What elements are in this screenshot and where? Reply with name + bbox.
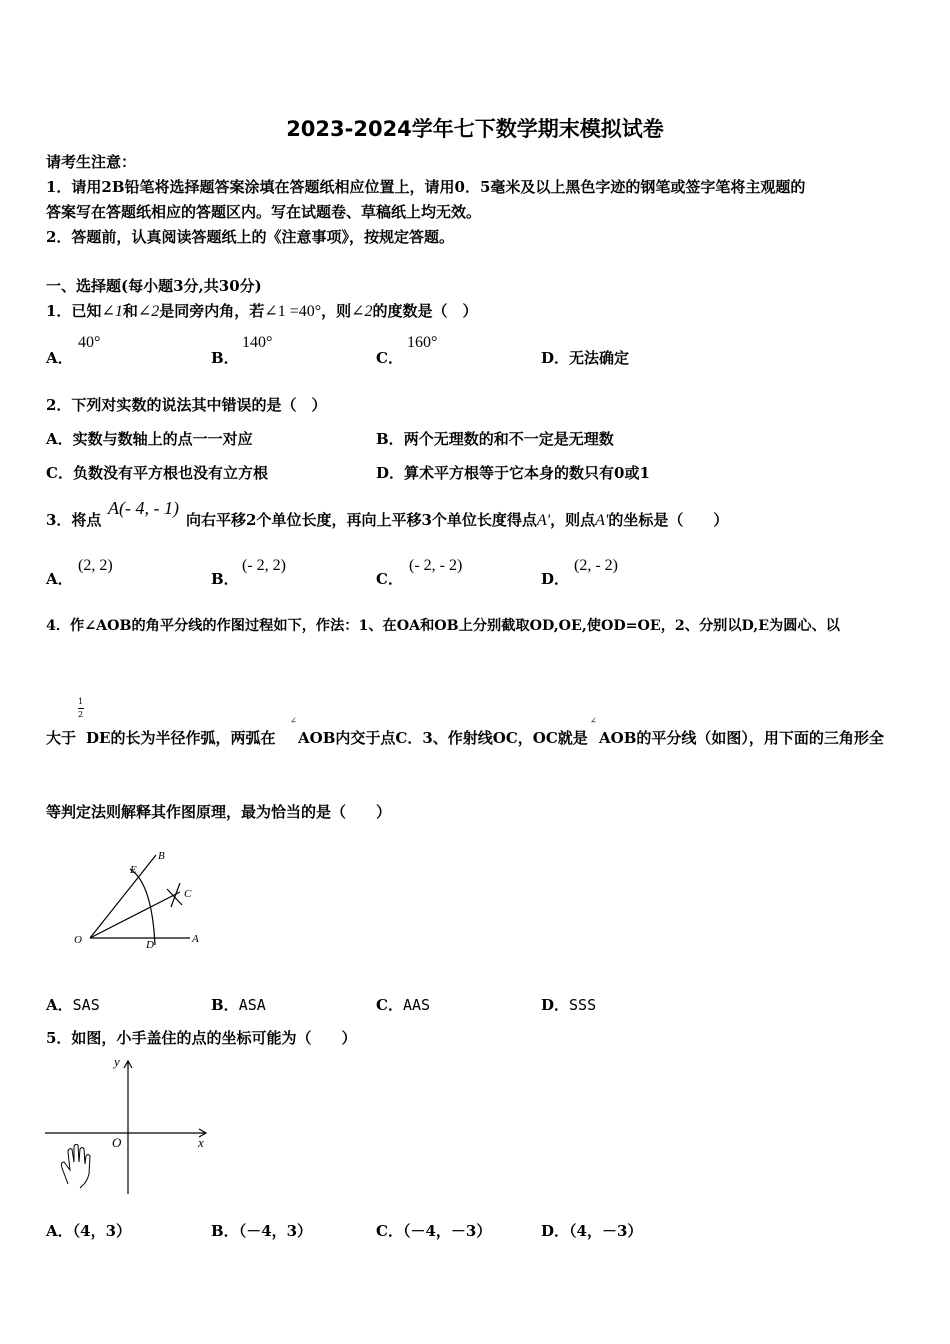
label-c: C — [184, 888, 192, 900]
q1-option-c-letter: C． — [376, 349, 403, 367]
q5-option-c: C．（－4，－3） — [376, 1222, 492, 1240]
q4-line-2-start: 大于 — [46, 729, 77, 747]
q4-line-2-mid: DE的长为半径作弧，两弧在 — [86, 729, 276, 747]
q1-option-a-value: 40° — [78, 334, 101, 351]
notice-line-1b: 答案写在答题纸相应的答题区内。写在试题卷、草稿纸上均无效。 — [46, 203, 482, 221]
q4-fraction-denominator: 2 — [78, 710, 84, 719]
label-d: D — [146, 939, 154, 951]
q3-option-c-value: (- 2, - 2) — [409, 557, 463, 574]
q4-line-3: 等判定法则解释其作图原理，最为恰当的是（ ） — [46, 803, 392, 821]
angle-bisector-figure — [60, 845, 220, 955]
q4-line-1: 4．作∠AOB的角平分线的作图过程如下，作法：1、在OA和OB上分别截取OD,OE,使OD=OE，2、分别以D,E为圆心、以 — [46, 618, 840, 634]
q4-angle-symbol-2: ∠ — [590, 716, 597, 725]
coordinate-figure — [40, 1052, 215, 1202]
label-b: B — [158, 850, 165, 862]
notice-line-2: 2．答题前，认真阅读答题纸上的《注意事项》，按规定答题。 — [46, 228, 454, 246]
label-a: A — [192, 933, 199, 945]
q1-option-a-letter: A． — [46, 349, 73, 367]
page-title: 2023-2024学年七下数学期末模拟试卷 — [286, 117, 664, 141]
label-x: x — [198, 1135, 204, 1150]
q3-stem-rest: 向右平移2个单位长度，再向上平移3个单位长度得点A'，则点A'的坐标是（ ） — [186, 511, 729, 529]
ray-ob — [90, 855, 156, 938]
q3-option-d-letter: D． — [541, 570, 570, 588]
q2-option-d: D．算术平方根等于它本身的数只有0或1 — [376, 464, 650, 482]
label-e: E — [130, 864, 137, 876]
label-y: y — [114, 1054, 120, 1069]
q4-line-2-cont: AOB内交于点C．3、作射线OC，OC就是 — [298, 729, 588, 747]
q2-option-a: A．实数与数轴上的点一一对应 — [46, 430, 253, 448]
q4-line-2-end: AOB的平分线（如图），用下面的三角形全 — [599, 729, 884, 747]
q1-option-b-value: 140° — [242, 334, 273, 351]
q5-option-a: A．（4，3） — [46, 1222, 132, 1240]
q3-option-b-letter: B． — [211, 570, 239, 588]
q4-option-c: C．AAS — [376, 996, 431, 1014]
q4-option-a: A．SAS — [46, 996, 100, 1014]
section-heading: 一、选择题(每小题3分,共30分) — [46, 277, 262, 295]
q4-option-d: D．SSS — [541, 996, 597, 1014]
q4-fraction-bar — [78, 708, 84, 709]
q3-option-d-value: (2, - 2) — [574, 557, 618, 574]
notice-heading: 请考生注意： — [46, 153, 137, 171]
q5-stem: 5．如图，小手盖住的点的坐标可能为（ ） — [46, 1029, 357, 1047]
q1-option-c-value: 160° — [407, 334, 438, 351]
q5-option-b: B．（－4，3） — [211, 1222, 313, 1240]
q3-point-a: A(- 4, - 1) — [108, 498, 179, 518]
q4-option-b: B．ASA — [211, 996, 266, 1014]
q2-stem: 2．下列对实数的说法其中错误的是（ ） — [46, 396, 327, 414]
label-origin: O — [112, 1135, 122, 1150]
q3-option-c-letter: C． — [376, 570, 403, 588]
q2-option-b: B．两个无理数的和不一定是无理数 — [376, 430, 614, 448]
q1-option-d: D．无法确定 — [541, 349, 630, 367]
q4-angle-symbol-1: ∠ — [290, 716, 297, 725]
q3-option-b-value: (- 2, 2) — [242, 557, 286, 574]
q3-stem-start: 3．将点 — [46, 511, 102, 529]
hand-icon — [61, 1144, 90, 1188]
notice-line-1: 1．请用2B铅笔将选择题答案涂填在答题纸相应位置上，请用0．5毫米及以上黑色字迹的钢笔或签字笔将主观题的 — [46, 178, 806, 196]
q2-option-c: C．负数没有平方根也没有立方根 — [46, 464, 268, 482]
q4-fraction-numerator: 1 — [78, 697, 84, 706]
q3-option-a-letter: A． — [46, 570, 73, 588]
q1-option-b-letter: B． — [211, 349, 239, 367]
q1-stem: 1．已知∠1和∠2是同旁内角，若∠1 =40°，则∠2的度数是（ ） — [46, 302, 478, 320]
label-o: O — [74, 934, 82, 946]
ray-oc — [90, 892, 180, 938]
q3-option-a-value: (2, 2) — [78, 557, 113, 574]
q5-option-d: D．（4，－3） — [541, 1222, 643, 1240]
